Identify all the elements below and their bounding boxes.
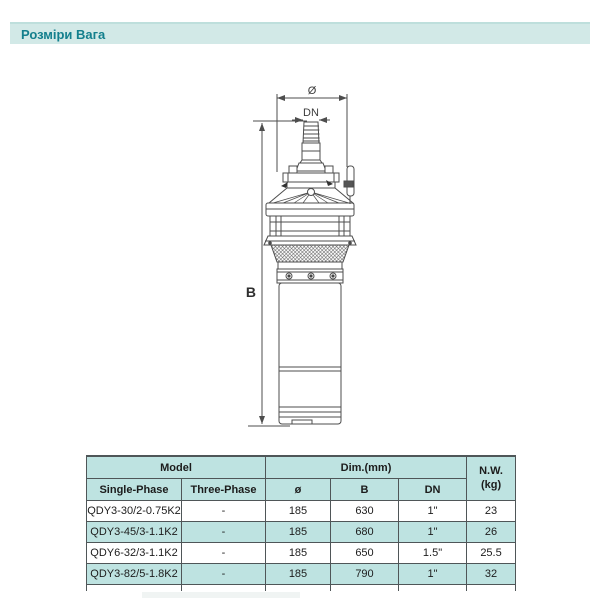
cell-b: 790 [331, 564, 399, 585]
col-header-dim: Dim.(mm) [266, 456, 467, 479]
cell-model-single: QDY3-30/2-0.75K2 [87, 501, 182, 522]
cell-nw: 23 [467, 501, 516, 522]
cell-model-single: QDY3-45/3-1.1K2 [87, 522, 182, 543]
cell-dn: 1" [399, 501, 467, 522]
page-bottom-artifact [142, 592, 300, 598]
cell-diameter: 185 [266, 501, 331, 522]
cell-nw: 25.5 [467, 543, 516, 564]
col-header-single-phase: Single-Phase [87, 479, 182, 501]
cell-b: 680 [331, 522, 399, 543]
col-header-three-phase: Three-Phase [182, 479, 266, 501]
height-dim-label: B [245, 284, 256, 300]
table-row [87, 501, 516, 522]
outlet-dim-label: DN [303, 107, 319, 119]
table-row [87, 543, 516, 564]
col-header-b: B [331, 479, 399, 501]
diameter-dim-label: Ø [307, 85, 317, 97]
cell-model-three: - [182, 522, 266, 543]
table-row [87, 564, 516, 585]
cell-nw: 26 [467, 522, 516, 543]
col-header-dn: DN [399, 479, 467, 501]
cell-dn: 1.5" [399, 543, 467, 564]
col-header-diameter: ø [266, 479, 331, 501]
col-header-model: Model [87, 456, 266, 479]
table-row [87, 522, 516, 543]
pump-threaded-outlet [303, 122, 320, 143]
col-header-nw [467, 456, 516, 501]
pump-casing [264, 203, 356, 245]
cell-diameter: 185 [266, 564, 331, 585]
table-header-row-2 [87, 479, 516, 501]
cell-nw: 32 [467, 564, 516, 585]
col-header-nw-line1: N.W. [479, 465, 503, 478]
table-row-cutoff [87, 585, 516, 592]
cell-diameter: 185 [266, 543, 331, 564]
col-header-nw-line2: (kg) [480, 478, 502, 491]
pump-body [264, 122, 356, 424]
pump-strainer-mesh [271, 245, 349, 269]
cell-diameter: 185 [266, 522, 331, 543]
cell-model-single: QDY3-82/5-1.8K2 [87, 564, 182, 585]
dimensions-weight-table [86, 455, 516, 591]
section-title: Розміри Вага [21, 26, 106, 42]
cell-b: 630 [331, 501, 399, 522]
cell-dn: 1" [399, 522, 467, 543]
cell-model-three: - [182, 564, 266, 585]
cell-b: 650 [331, 543, 399, 564]
pump-flange-plates [283, 173, 339, 188]
cell-dn: 1" [399, 564, 467, 585]
pump-motor-housing [279, 283, 341, 424]
cell-model-single: QDY6-32/3-1.1K2 [87, 543, 182, 564]
pump-bolt-ring [277, 269, 343, 283]
table-header-row-1 [87, 456, 516, 479]
cell-model-three: - [182, 501, 266, 522]
pump-neck [289, 143, 333, 173]
cell-model-three: - [182, 543, 266, 564]
